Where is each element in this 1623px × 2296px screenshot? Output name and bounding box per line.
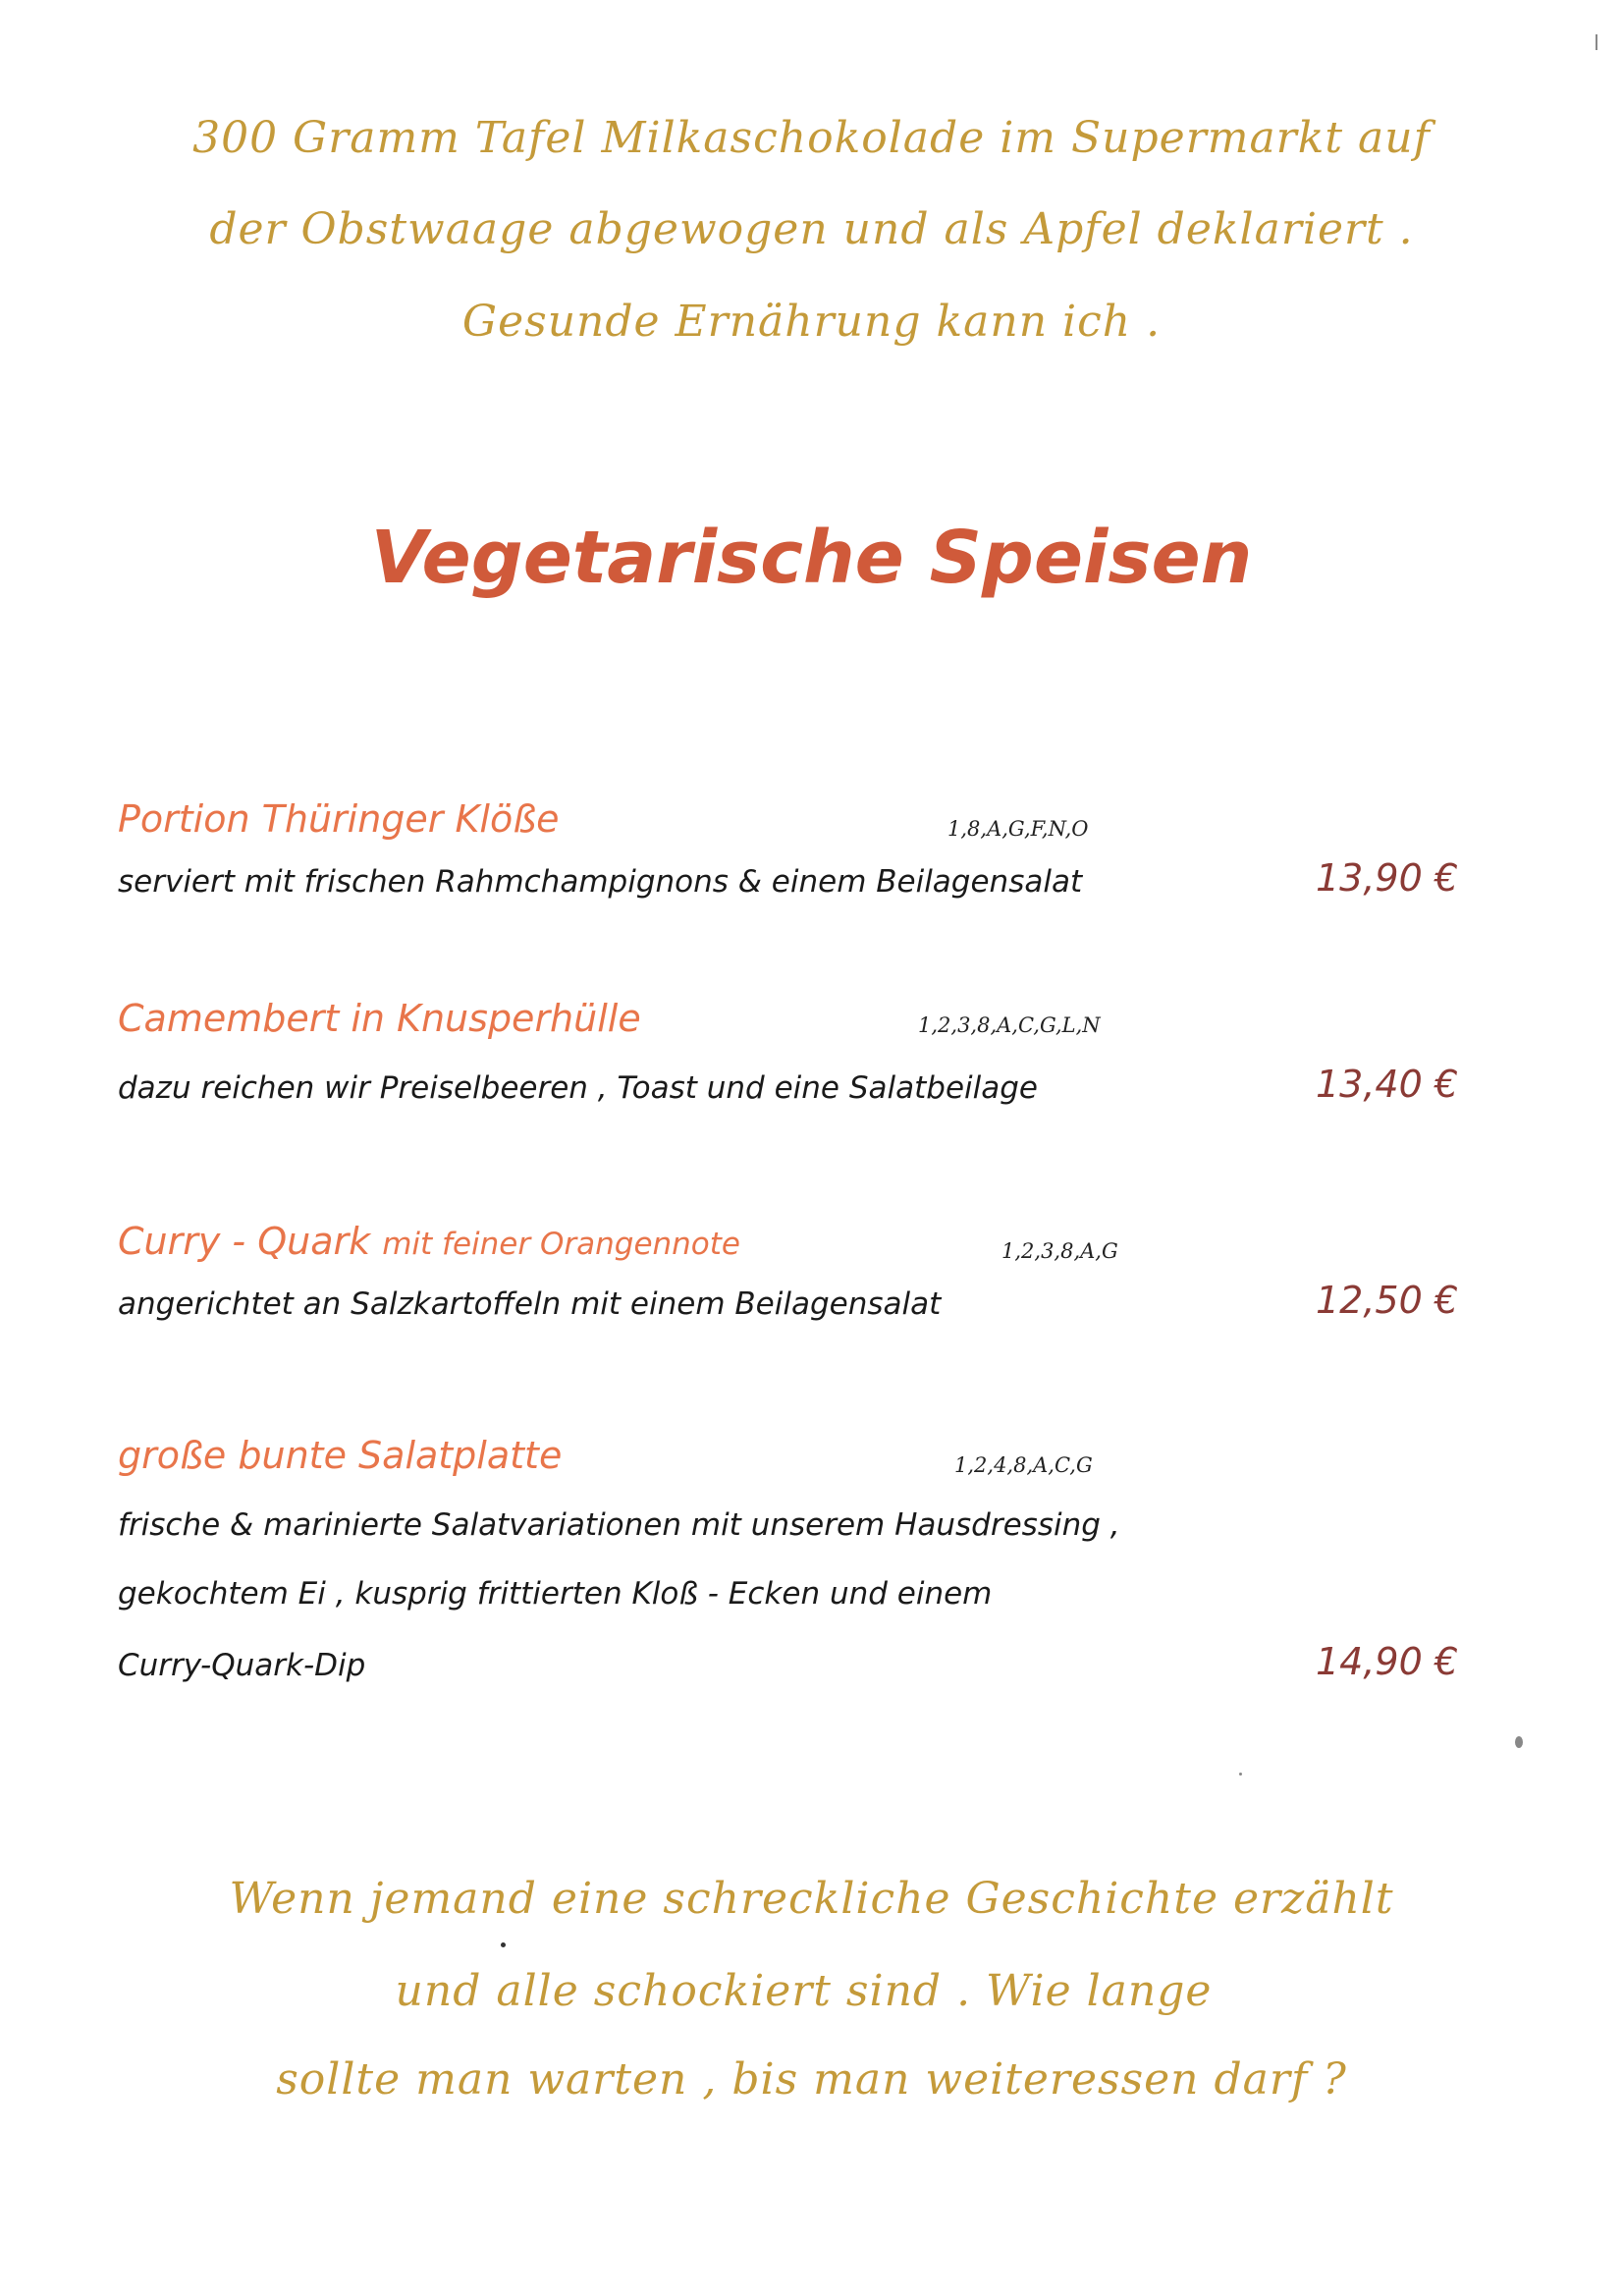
dish-name	[118, 1434, 562, 1477]
dish-name-text: große bunte Salatplatte	[118, 1434, 563, 1477]
dish-allergens: 1,2,3,8,A,C,G,L,N	[918, 1013, 1101, 1037]
dish-price: 12,50 €	[1316, 1279, 1459, 1322]
bottom-quote-line-2: und alle schockiert sind . Wie lange	[395, 1966, 1213, 2016]
dish-description: angerichtet an Salzkartoffeln mit einem Beilagensalat	[118, 1286, 942, 1322]
bottom-quote-line-1: Wenn jemand eine schreckliche Geschichte erzählt	[229, 1874, 1394, 1924]
dish-allergens: 1,8,A,G,F,N,O	[947, 817, 1089, 841]
dish-name	[118, 997, 641, 1040]
dish-name-text: Curry - Quark	[118, 1220, 371, 1263]
dish-description: dazu reichen wir Preiselbeeren , Toast und eine Salatbeilage	[118, 1070, 1038, 1106]
dish-description: Curry-Quark-Dip	[118, 1648, 366, 1683]
dish-price: 14,90 €	[1316, 1640, 1459, 1683]
dish-name	[118, 797, 560, 841]
scan-speck	[1515, 1736, 1523, 1748]
top-quote-line-2: der Obstwaage abgewogen und als Apfel deklariert .	[209, 204, 1414, 254]
dish-allergens: 1,2,4,8,A,C,G	[954, 1453, 1093, 1477]
scan-speck	[501, 1942, 506, 1947]
dish-name-suffix: mit feiner Orangennote	[382, 1227, 740, 1262]
dish-description: serviert mit frischen Rahmchampignons & einem Beilagensalat	[118, 864, 1083, 900]
section-title: Vegetarische Speisen	[370, 516, 1253, 600]
dish-name	[118, 1220, 740, 1263]
dish-allergens: 1,2,3,8,A,G	[1001, 1239, 1118, 1263]
dish-price: 13,90 €	[1316, 856, 1459, 900]
dish-description: frische & marinierte Salatvariationen mit unserem Hausdressing ,	[118, 1507, 1120, 1543]
dish-price: 13,40 €	[1316, 1063, 1459, 1106]
top-quote-line-3: Gesunde Ernährung kann ich .	[461, 297, 1162, 347]
dish-name-text: Camembert in Knusperhülle	[118, 997, 641, 1040]
dish-description: gekochtem Ei , kusprig frittierten Kloß - Ecken und einem	[118, 1576, 993, 1612]
top-quote-line-1: 300 Gramm Tafel Milkaschokolade im Supermarkt auf	[192, 113, 1431, 163]
dish-name-text: Portion Thüringer Klöße	[118, 797, 560, 841]
scan-speck	[1596, 34, 1597, 50]
bottom-quote-line-3: sollte man warten , bis man weiteressen darf ?	[276, 2054, 1347, 2105]
scan-speck	[1239, 1773, 1242, 1776]
